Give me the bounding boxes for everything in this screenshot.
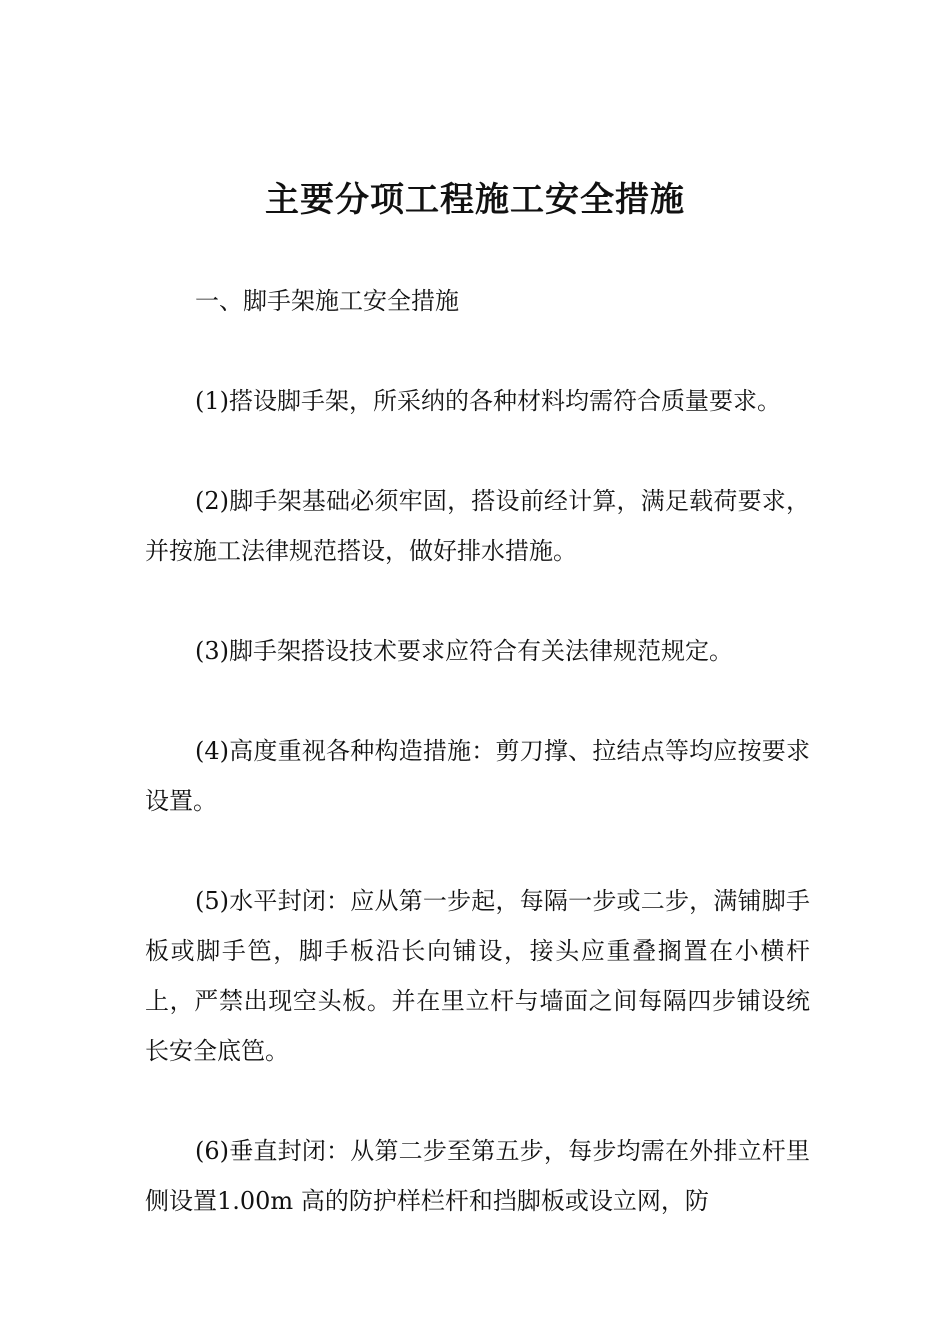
paragraph-4: (4)高度重视各种构造措施：剪刀撑、拉结点等均应按要求设置。 bbox=[145, 737, 810, 815]
paragraph-1: (1)搭设脚手架，所采纳的各种材料均需符合质量要求。 bbox=[195, 387, 781, 415]
paragraph-6: (6)垂直封闭：从第二步至第五步，每步均需在外排立杆里侧设置1.00m 高的防护样栏杆和挡脚板或设立网，防 bbox=[145, 1137, 810, 1215]
paragraph-3: (3)脚手架搭设技术要求应符合有关法律规范规定。 bbox=[195, 637, 733, 665]
paragraph-2: (2)脚手架基础必须牢固，搭设前经计算，满足载荷要求，并按施工法律规范搭设，做好排水措施。 bbox=[145, 487, 810, 565]
paragraph-5: (5)水平封闭：应从第一步起，每隔一步或二步，满铺脚手板或脚手笆，脚手板沿长向铺设，接头应重叠搁置在小横杆上，严禁出现空头板。并在里立杆与墙面之间每隔四步铺设统长安全底笆。 bbox=[145, 887, 810, 1065]
section-heading: 一、脚手架施工安全措施 bbox=[195, 287, 459, 315]
document-title: 主要分项工程施工安全措施 bbox=[265, 180, 685, 220]
document-body bbox=[145, 276, 810, 1276]
